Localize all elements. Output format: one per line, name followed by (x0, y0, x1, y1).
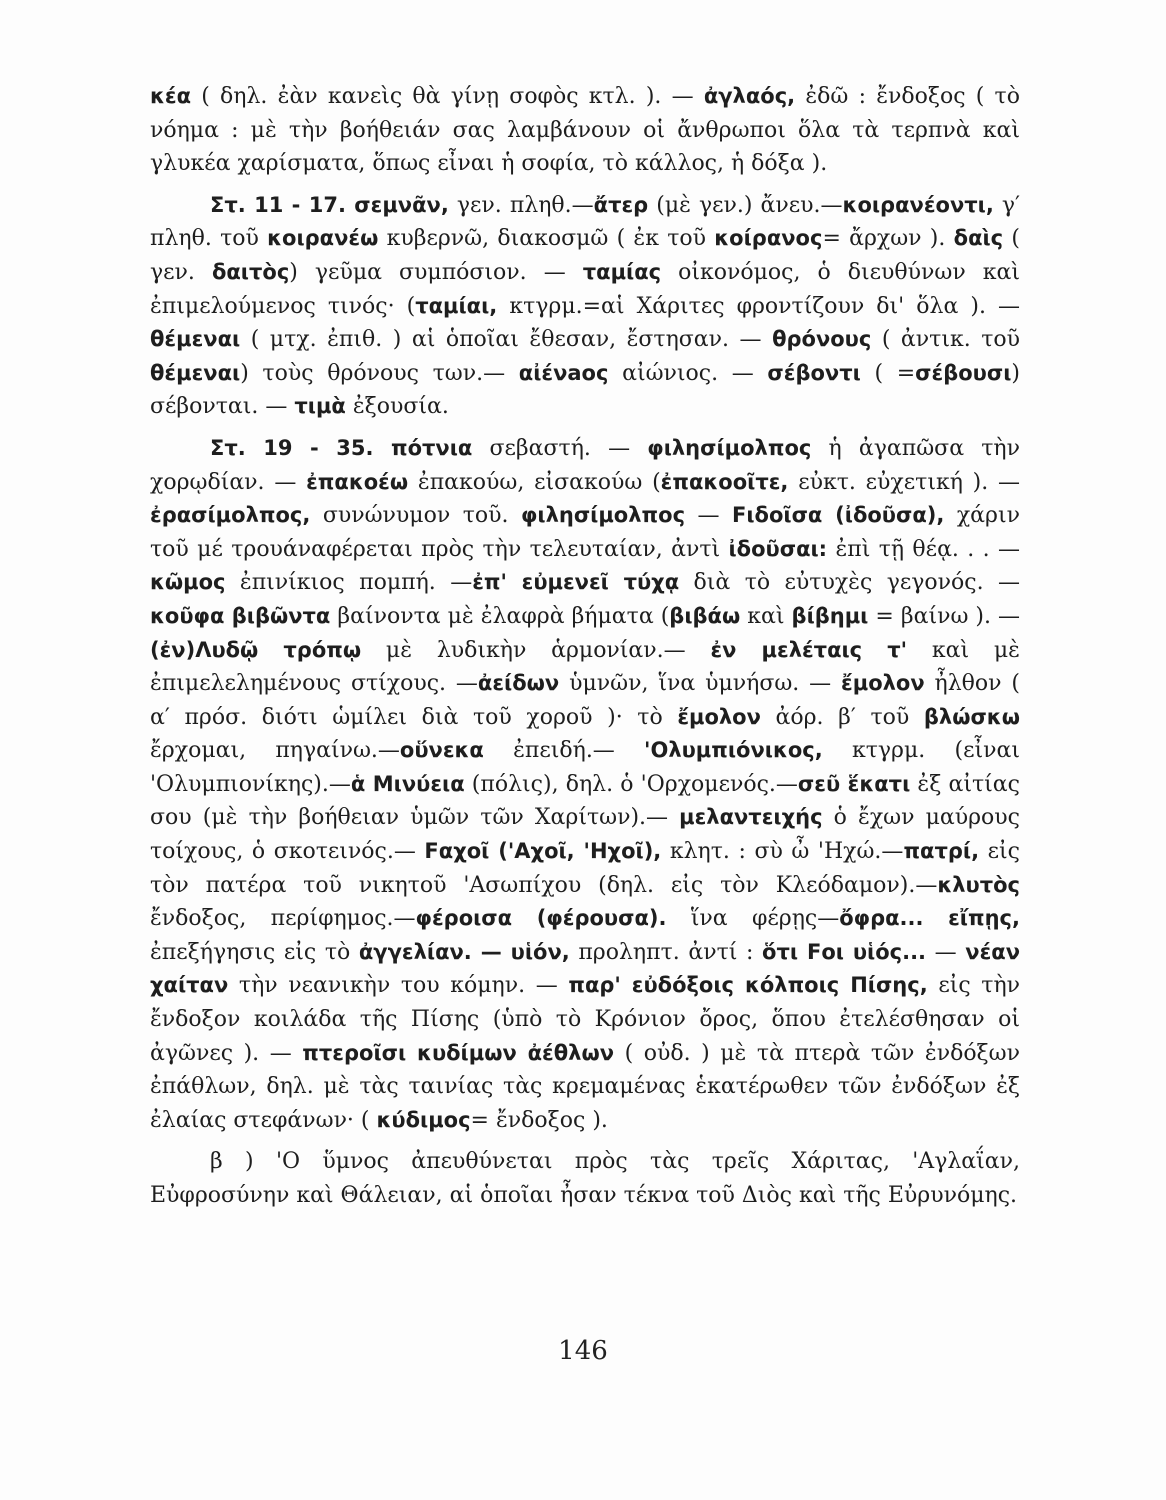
text-run: ἵνα φέρῃς— (666, 906, 840, 932)
bold-term: φιλησίμολπος (520, 503, 686, 528)
text-run: ἐπεξήγησις εἰς τὸ (150, 939, 359, 965)
bold-term: ἐρασίμολπος, (150, 503, 311, 528)
commentary-text (150, 80, 1020, 1221)
text-run: β ) 'Ο ὕμνος ἀπευθύνεται πρὸς τὰς τρεῖς Χάριτας, 'Αγλαΐαν, Εὐφροσύνην καὶ Θάλειαν, αἱ ὁποῖαι ἦσαν τέκνα τοῦ Διὸς καὶ τῆς Εὐρυνόμης. (150, 1149, 1020, 1208)
text-run: σεβαστή. — (472, 435, 648, 461)
bold-term: ἔμολον (841, 671, 925, 696)
paragraph-4 (150, 1145, 1020, 1212)
text-run: μὲ λυδικὴν ἁρμονίαν.— (361, 637, 711, 663)
bold-term: ἀγγελίαν. — υἱόν, (358, 939, 570, 964)
paragraph-2 (150, 189, 1020, 424)
text-run: καὶ μὲ ἐπιμελελημένους στίχους. — (150, 637, 1020, 697)
bold-term: παρ' εὐδόξοις κόλποις Πίσης, (568, 973, 928, 998)
bold-term: κέα (150, 84, 192, 108)
paragraph-1 (150, 80, 1020, 181)
text-run: ( δηλ. ἐὰν κανεὶς θὰ γίνῃ σοφὸς κτλ. ). — (191, 84, 704, 109)
text-run: γεν. πληθ.— (448, 192, 594, 218)
text-run: κτγρμ. (εἶναι 'Ολυμπιονίκης).— (150, 738, 1020, 797)
bold-term: κοῦφα βιβῶντα (150, 603, 331, 628)
bold-term: θέμεναι (150, 327, 241, 352)
bold-term: σέβοντι (767, 360, 861, 385)
bold-term: ἄτερ (593, 192, 649, 217)
text-run: ὁ ἔχων μαύρους τοίχους, ὁ σκοτεινός.— (150, 805, 1020, 865)
bold-term: ἁ Μινύεια (350, 771, 465, 796)
text-run: — (685, 503, 733, 529)
text-run: ) σέβονται. — (150, 360, 1020, 420)
text-run: — (926, 939, 966, 965)
bold-term: ἀείδων (477, 671, 560, 696)
bold-term: Στ. 11 - 17. σεμνᾶν, (210, 192, 449, 217)
bold-term: φιλησίμολπος (647, 435, 812, 460)
bold-term: ἔμολον (677, 704, 761, 729)
bold-term: ἐπακοέω (306, 469, 409, 494)
bold-term: κλυτὸς (937, 872, 1020, 897)
bold-term: κῶμος (150, 570, 226, 595)
bold-term: βίβημι (791, 603, 869, 628)
text-run: καὶ (740, 603, 792, 629)
text-run: κτγρμ.=αἱ Χάριτες φροντίζουν δι' ὅλα ). — (497, 293, 1020, 319)
bold-term: (ἐν)Λυδῷ τρόπῳ (150, 637, 362, 662)
text-run: = βαίνω ). — (868, 603, 1021, 629)
text-run: κυβερνῶ, διακοσμῶ ( ἐκ τοῦ (378, 226, 715, 252)
text-run: ( ἀντικ. τοῦ (871, 327, 1020, 353)
text-run: βαίνοντα μὲ ἐλαφρὰ βήματα ( (330, 603, 670, 629)
text-run: διὰ τὸ εὐτυχὲς γεγονός. — (679, 570, 1020, 596)
text-run: (μὲ γεν.) ἄνευ.— (648, 192, 843, 218)
text-run: ἐξ αἰτίας σου (μὲ τὴν βοήθειαν ὑμῶν τῶν Χαρίτων).— (150, 771, 1020, 831)
bold-term: ἐπακοοῖτε, (660, 469, 789, 494)
bold-term: δαὶς (953, 226, 1004, 251)
bold-term: ὅτι Ϝοι υἱός... (762, 939, 927, 964)
text-run: αἰώνιος. — (608, 360, 768, 386)
bold-term: νέαν χαίταν (150, 939, 1021, 998)
bold-term: πτεροῖσι κυδίμων ἀέθλων (302, 1040, 615, 1065)
text-run: ὑμνῶν, ἵνα ὑμνήσω. — (559, 671, 842, 697)
text-run: οἰκονόμος, ὁ διευθύνων καὶ ἐπιμελούμενος τινός· ( (150, 259, 1020, 319)
bold-term: ταμίαι, (415, 293, 498, 318)
text-run: ἀόρ. β′ τοῦ (760, 704, 924, 730)
bold-term: μελαντειχής (679, 805, 823, 830)
text-run: εὐκτ. εὐχετική ). — (788, 469, 1020, 495)
text-run: ( οὐδ. ) μὲ τὰ πτερὰ τῶν ἐνδόξων ἐπάθλων, δηλ. μὲ τὰς ταινίας τὰς κρεμαμένας ἑκατέρωθεν τῶν ἐνδόξων ἐξ ἐλαίας στεφάνων· ( (150, 1040, 1020, 1133)
text-run: ( = (860, 360, 916, 386)
text-run: ἐπακούω, εἰσακούω ( (408, 469, 661, 495)
text-run: ( γεν. (150, 226, 1020, 285)
text-run: ) γεῦμα συμπόσιον. — (289, 259, 583, 285)
bold-term: σεῦ ἕκατι (797, 771, 911, 796)
page-number: 146 (558, 1336, 608, 1366)
text-run: ἐδῶ : ἔνδοξος ( τὸ νόημα : μὲ τὴν βοήθειάν σας λαμβάνουν οἱ ἄνθρωποι ὅλα τὰ τερπνὰ καὶ γλυκέα χαρίσματα, ὅπως εἶναι ἡ σοφία, τὸ κάλλος, ἡ δόξα ). (150, 84, 1020, 177)
bold-term: βλώσκω (923, 704, 1020, 729)
bold-term: φέροισα (φέρουσα). (415, 906, 667, 931)
bold-term: θέμεναι (150, 360, 241, 385)
bold-term: ἐπ' εὐμενεῖ τύχᾳ (472, 570, 680, 595)
text-run: ἐπινίκιος πομπή. — (225, 570, 473, 596)
bold-term: κοίρανος (714, 226, 823, 251)
text-run: γ′ πληθ. τοῦ (150, 192, 1020, 252)
bold-term: τιμὰ (294, 394, 346, 419)
text-run: ( μτχ. ἐπιθ. ) αἱ ὁποῖαι ἔθεσαν, ἔστησαν. — (240, 327, 773, 353)
text-run: κλητ. : σὺ ὦ 'Ηχώ.— (661, 839, 904, 865)
bold-term: κοιρανέω (267, 226, 379, 251)
bold-term: σέβουσι (915, 360, 1012, 385)
bold-term: πατρί, (903, 839, 980, 864)
bold-term: οὕνεκα (399, 738, 484, 763)
text-run: χάριν τοῦ μέ τρουάναφέρεται πρὸς τὴν τελευταίαν, ἀντὶ (150, 503, 1020, 562)
text-run: ἡ ἀγαπῶσα τὴν χορῳδίαν. — (150, 435, 1020, 495)
text-run: ἐξουσία. (345, 394, 449, 420)
text-run: = ἔνδοξος ). (470, 1107, 608, 1133)
text-run: εἰς τὴν ἔνδοξον κοιλάδα τῆς Πίσης (ὑπὸ τὸ Κρόνιον ὄρος, ὅπου ἐτελέσθησαν οἱ ἀγῶνες ). — (150, 973, 1021, 1066)
text-run: (πόλις), δηλ. ὁ 'Ορχομενός.— (464, 771, 798, 797)
text-run: τὴν νεανικὴν του κόμην. — (228, 973, 569, 999)
text-run: προληπτ. ἀντί : (569, 939, 763, 965)
bold-term: Στ. 19 - 35. πότνια (210, 435, 473, 460)
bold-term: ἀγλαός, (703, 84, 796, 108)
text-run: ἐπειδή.— (483, 738, 645, 764)
bold-term: ὄφρα... εἴπῃς, (839, 906, 1020, 931)
bold-term: δαιτὸς (211, 259, 290, 284)
text-run: εἰς τὸν πατέρα τοῦ νικητοῦ 'Ασωπίχου (δηλ. εἰς τὸν Κλεόδαμον).— (150, 839, 1020, 898)
text-run: ἐπὶ τῇ θέᾳ. . . — (827, 536, 1020, 562)
text-run: συνώνυμον τοῦ. (310, 503, 521, 529)
text-run: ἦλθον ( α′ πρόσ. διότι ὡμίλει διὰ τοῦ χοροῦ )· τὸ (150, 671, 1020, 730)
text-run: ἔρχομαι, πηγαίνω.— (150, 738, 400, 764)
text-run: ἔνδοξος, περίφημος.— (150, 906, 416, 932)
bold-term: Ϝιδοῖσα (ἰδοῦσα), (732, 503, 945, 528)
bold-term: θρόνους (772, 327, 872, 352)
bold-term: κοιρανέοντι, (842, 192, 994, 217)
bold-term: Ϝαχοῖ ('Αχοῖ, 'Ηχοῖ), (424, 839, 662, 864)
bold-term: βιβάω (669, 603, 741, 628)
bold-term: ἐν μελέταις τ' (710, 637, 908, 662)
bold-term: ἰδοῦσαι: (728, 536, 828, 561)
bold-term: 'Ολυμπιόνικος, (644, 738, 823, 763)
bold-term: αἰένаος (518, 360, 609, 385)
paragraph-3 (150, 432, 1020, 1137)
text-run: = ἄρχων ). (822, 226, 954, 252)
bold-term: κύδιμος (376, 1107, 471, 1132)
bold-term: ταμίας (582, 259, 662, 284)
text-run: ) τοὺς θρόνους των.— (240, 360, 519, 386)
